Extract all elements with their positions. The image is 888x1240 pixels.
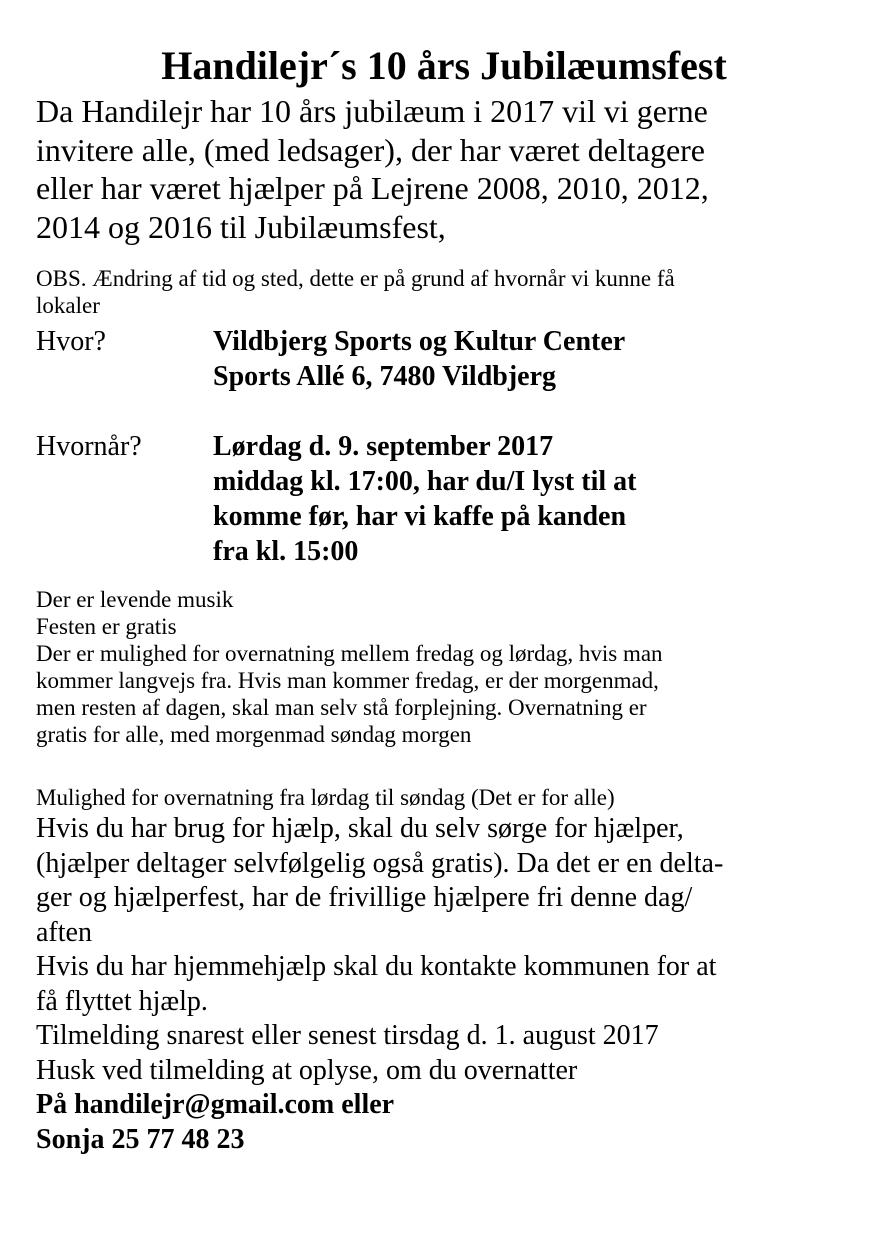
help-line: (hjælper deltager selvfølgelig også gratis). Da det er en delta- <box>36 847 724 879</box>
obs-line: OBS. Ændring af tid og sted, dette er på grund af hvornår vi kunne få <box>36 266 675 291</box>
page-title: Handilejr´s 10 års Jubilæumsfest <box>161 43 727 88</box>
contact-email-line: På handilejr@gmail.com eller <box>36 1089 395 1120</box>
when-value <box>213 429 636 569</box>
help-line: Hvis du har hjemmehjælp skal du kontakte kommunen for at <box>36 951 717 982</box>
details-line: Festen er gratis <box>36 614 177 639</box>
where-line: Sports Allé 6, 7480 Vildbjerg <box>213 361 557 392</box>
help-paragraph <box>36 812 723 1157</box>
where-value <box>213 324 625 394</box>
help-line: få flyttet hjælp. <box>36 985 208 1017</box>
details-line: men resten af dagen, skal man selv stå forplejning. Overnatning er <box>36 695 647 720</box>
intro-line: invitere alle, (med ledsager), der har været deltagere <box>36 131 705 168</box>
obs-line: lokaler <box>36 293 100 318</box>
help-line: Husk ved tilmelding at oplyse, om du overnatter <box>36 1054 578 1086</box>
overnight-note: Mulighed for overnatning fra lørdag til søndag (Det er for alle) <box>36 785 615 810</box>
when-line: Lørdag d. 9. september 2017 <box>213 431 554 462</box>
help-line: aften <box>36 916 92 948</box>
when-line: komme før, har vi kaffe på kanden <box>213 501 627 532</box>
intro-line: Da Handilejr har 10 års jubilæum i 2017 vil vi gerne <box>36 93 708 129</box>
where-label: Hvor? <box>36 326 106 357</box>
details-line: kommer langvejs fra. Hvis man kommer fredag, er der morgenmad, <box>36 668 659 693</box>
details-line: Der er mulighed for overnatning mellem fredag og lørdag, hvis man <box>36 641 663 666</box>
where-line: Vildbjerg Sports og Kultur Center <box>213 326 626 357</box>
obs-note <box>36 265 675 319</box>
contact-phone-line: Sonja 25 77 48 23 <box>36 1123 245 1155</box>
when-line: fra kl. 15:00 <box>213 536 359 567</box>
help-line: Tilmelding snarest eller senest tirsdag d. 1. august 2017 <box>36 1020 659 1051</box>
details-paragraph <box>36 586 663 748</box>
intro-line: 2014 og 2016 til Jubilæumsfest, <box>36 208 446 245</box>
when-label: Hvornår? <box>36 431 142 462</box>
help-line: Hvis du har brug for hjælp, skal du selv sørge for hjælper, <box>36 813 684 844</box>
when-line: middag kl. 17:00, har du/I lyst til at <box>213 466 637 497</box>
intro-line: eller har været hjælper på Lejrene 2008, 2010, 2012, <box>36 170 709 206</box>
help-line: ger og hjælperfest, har de frivillige hjælpere fri denne dag/ <box>36 882 693 913</box>
details-line: Der er levende musik <box>36 587 234 612</box>
intro-paragraph <box>36 92 866 246</box>
details-line: gratis for alle, med morgenmad søndag morgen <box>36 722 472 747</box>
